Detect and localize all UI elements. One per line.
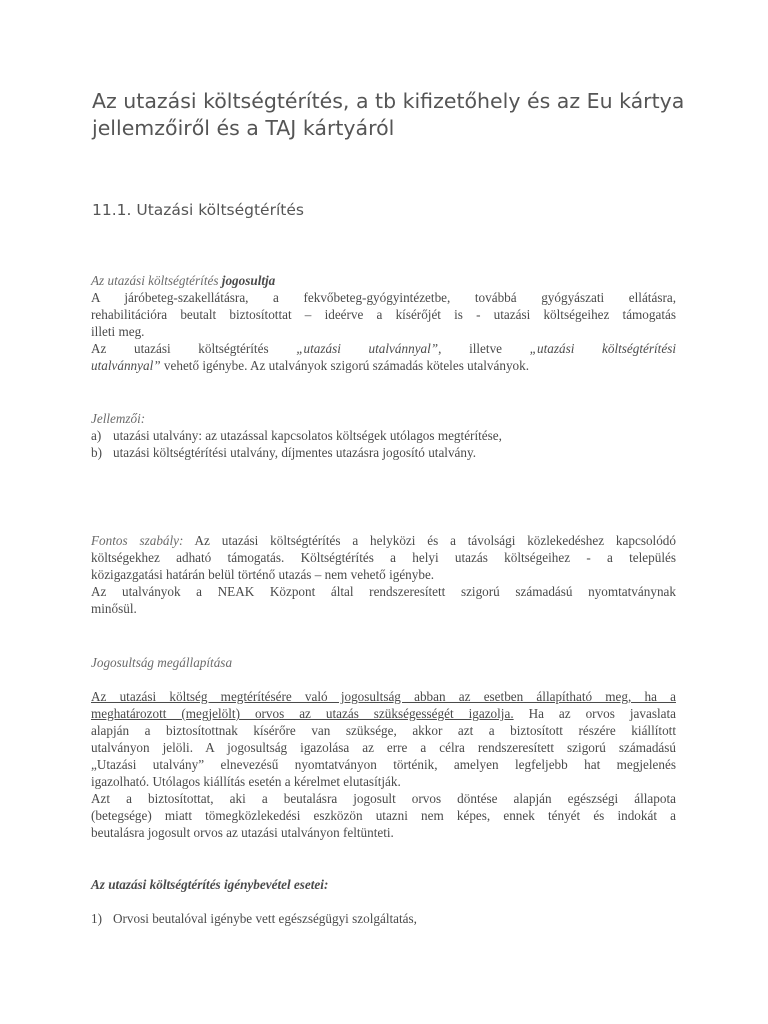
paragraph-line: Az utazási költségtérítés „utazási utalvánnyal”, illetve „utazási költségtérítési: [91, 341, 676, 356]
document-title: [92, 88, 732, 142]
paragraph-line: (betegsége) miatt tömegközlekedési eszközön utazni nem képes, ennek tényét és indokát a: [91, 808, 676, 823]
paragraph-line: utalványon jelöli. A jogosultság igazolása az erre a célra rendszeresített szigorú számadású: [91, 740, 676, 755]
paragraph-line: „Utazási utalvány” elnevezésű nyomtatványon történik, amelyen legfeljebb hat megjelenés: [91, 757, 676, 772]
characteristics-heading: Jellemzői:: [91, 411, 146, 426]
section-heading: 11.1. Utazási költségtérítés: [92, 201, 304, 219]
eligibility-heading: Az utazási költségtérítés jogosultja: [91, 273, 276, 288]
important-rule-heading: Fontos szabály:: [91, 533, 184, 548]
entitlement-block: [91, 654, 676, 841]
paragraph-line: igazolható. Utólagos kiállítás esetén a kérelmet elutasítják.: [91, 774, 401, 789]
usage-cases-heading: Az utazási költségtérítés igénybevétel esetei:: [91, 877, 329, 892]
paragraph-line: Az utalványok a NEAK Központ által rendszeresített szigorú számadású nyomtatványnak: [91, 584, 676, 599]
paragraph-line: Azt a biztosítottat, aki a beutalásra jogosult orvos döntése alapján egészségi állapota: [91, 791, 676, 806]
characteristics-block: [91, 410, 676, 461]
paragraph-line: minősül.: [91, 601, 137, 616]
title-line-1: Az utazási költségtérítés, a tb kifizetőhely és az Eu kártya: [92, 89, 685, 113]
important-rule-block: [91, 532, 676, 617]
eligibility-block: [91, 272, 676, 374]
paragraph-line: illeti meg.: [91, 324, 145, 339]
usage-cases-block: [91, 876, 676, 927]
paragraph-line: utalvánnyal” vehető igénybe. Az utalványok szigorú számadás köteles utalványok.: [91, 358, 530, 373]
paragraph-line: közigazgatási határán belül történő utazás – nem vehető igénybe.: [91, 567, 435, 582]
paragraph-line: alapján a biztosítottnak kísérőre van szüksége, akkor azt a biztosított részére kiállított: [91, 723, 676, 738]
paragraph-line: költségekhez adható támogatás. Költségtérítés a helyi utazás költségeihez - a település: [91, 550, 676, 565]
paragraph-line: meghatározott (megjelölt) orvos az utazás szükségességét igazolja. Ha az orvos javaslata: [91, 706, 676, 721]
list-item: 1) Orvosi beutalóval igénybe vett egészségügyi szolgáltatás,: [91, 911, 417, 926]
list-item: a) utazási utalvány: az utazással kapcsolatos költségek utólagos megtérítése,: [91, 428, 502, 443]
list-item: b) utazási költségtérítési utalvány, díjmentes utazásra jogosító utalvány.: [91, 445, 477, 460]
paragraph-line: A járóbeteg-szakellátásra, a fekvőbeteg-gyógyintézetbe, továbbá gyógyászati ellátásra,: [91, 290, 676, 305]
paragraph-line: Fontos szabály: Az utazási költségtérítés a helyközi és a távolsági közlekedéshez kapcsolódó: [91, 533, 676, 548]
paragraph-line: beutalásra jogosult orvos az utazási utalványon feltünteti.: [91, 825, 394, 840]
entitlement-heading: Jogosultság megállapítása: [91, 655, 233, 670]
title-line-2: jellemzőiről és a TAJ kártyáról: [92, 116, 395, 140]
paragraph-line: Az utazási költség megtérítésére való jogosultság abban az esetben állapítható meg, ha a: [91, 689, 676, 704]
paragraph-line: rehabilitációra beutalt biztosítottat – ideérve a kísérőjét is - utazási költségeihez támogatás: [91, 307, 676, 322]
